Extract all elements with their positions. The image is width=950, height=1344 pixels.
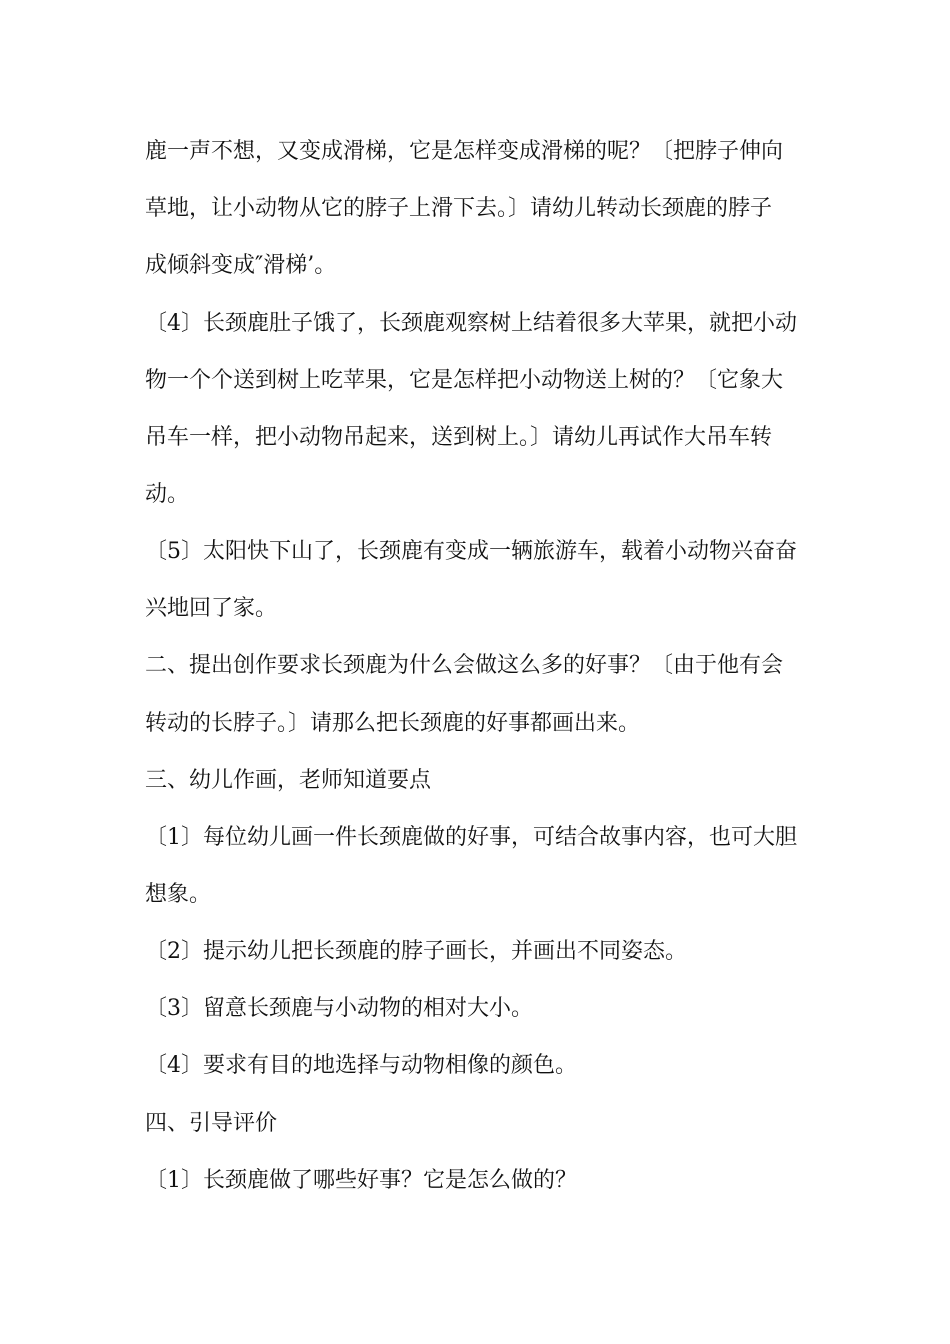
- text-line: 物一个个送到树上吃苹果，它是怎样把小动物送上树的？〔它象大: [145, 368, 784, 393]
- text-line: 〔4〕要求有目的地选择与动物相像的颜色。: [145, 1053, 577, 1078]
- text-line: 二、提出创作要求长颈鹿为什么会做这么多的好事？〔由于他有会: [145, 653, 784, 678]
- section-heading: 四、引导评价: [145, 1111, 278, 1136]
- text-line: 〔2〕提示幼儿把长颈鹿的脖子画长，并画出不同姿态。: [145, 939, 687, 964]
- section-heading: 三、幼儿作画，老师知道要点: [145, 768, 432, 793]
- text-line: 〔5〕太阳快下山了，长颈鹿有变成一辆旅游车，载着小动物兴奋奋: [145, 539, 797, 564]
- text-line: 吊车一样，把小动物吊起来，送到树上。〕请幼儿再试作大吊车转: [145, 425, 773, 450]
- text-line: 转动的长脖子。〕请那么把长颈鹿的好事都画出来。: [145, 711, 641, 736]
- text-line: 〔4〕长颈鹿肚子饿了，长颈鹿观察树上结着很多大苹果，就把小动: [145, 311, 797, 336]
- text-line: 动。: [145, 482, 190, 507]
- text-line: 〔1〕每位幼儿画一件长颈鹿做的好事，可结合故事内容，也可大胆: [145, 825, 797, 850]
- text-line: 草地，让小动物从它的脖子上滑下去。〕请幼儿转动长颈鹿的脖子: [145, 196, 773, 221]
- text-line: 鹿一声不想，又变成滑梯，它是怎样变成滑梯的呢？〔把脖子伸向: [145, 139, 784, 164]
- text-line: 成倾斜变成″滑梯’。: [145, 253, 337, 278]
- text-line: 想象。: [145, 882, 212, 907]
- text-line: 〔1〕长颈鹿做了哪些好事？它是怎么做的？: [145, 1168, 577, 1193]
- text-line: 〔3〕留意长颈鹿与小动物的相对大小。: [145, 996, 533, 1021]
- text-line: 兴地回了家。: [145, 596, 278, 621]
